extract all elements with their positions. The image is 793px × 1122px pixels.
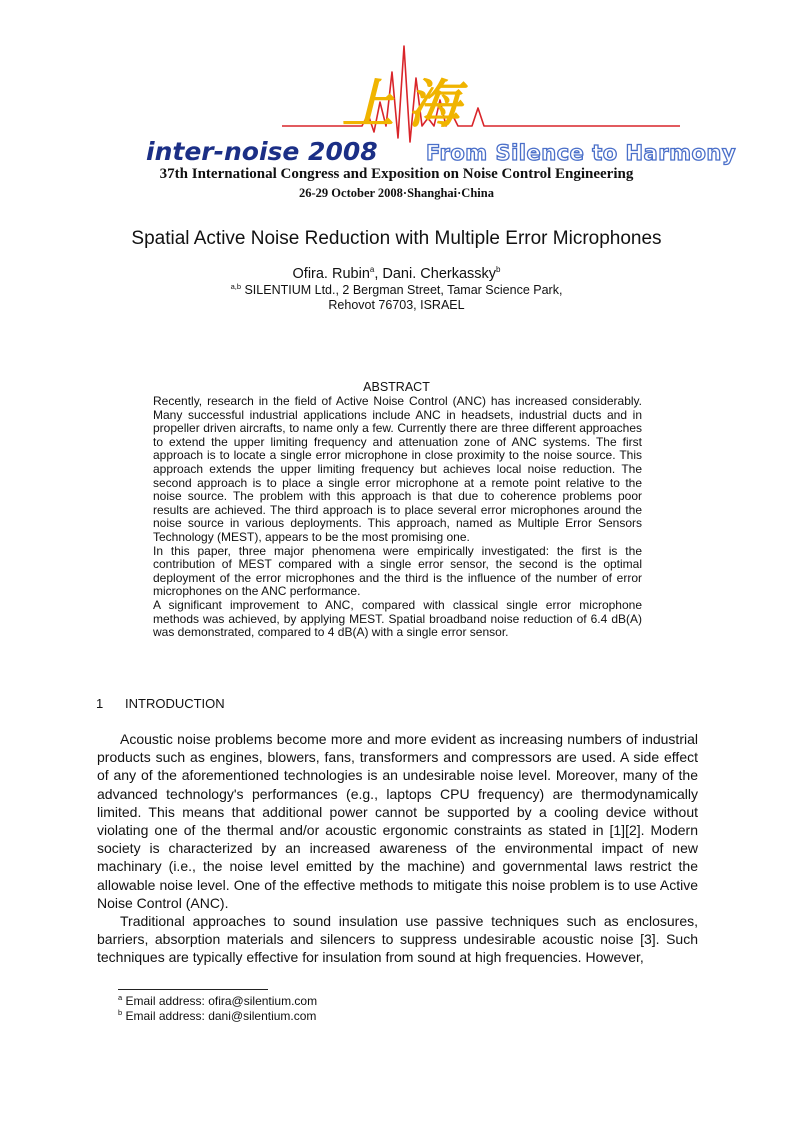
conference-logo (140, 42, 737, 168)
abstract-paragraph: A significant improvement to ANC, compared with classical single error microphone methods was achieved, by applying MEST. Spatial broadband noise reduction of 6.4 dB(A) was demonstrated, compared to 4 dB(A) with a single error sensor. (153, 597, 642, 640)
author-sup: a (369, 265, 375, 275)
affiliation-line (0, 283, 793, 298)
footnotes (118, 994, 317, 1023)
logo-chinese-text: 上海 (342, 75, 475, 135)
abstract-heading: ABSTRACT (363, 380, 430, 394)
footnote-mark: a (118, 993, 123, 1002)
footnote (118, 1009, 317, 1024)
author-name: Ofira. Rubin (292, 266, 370, 282)
affiliation-line: Rehovot 76703, ISRAEL (328, 298, 465, 312)
author-line (0, 266, 793, 282)
section-body (97, 730, 698, 967)
section-number: 1 (96, 696, 104, 711)
body-paragraph: Acoustic noise problems become more and more evident as increasing numbers of industrial products such as engines, blowers, fans, transformers and compressors are used. A side effect of any of the aforementioned technologies is an undesirable noise level. Moreover, many of the advanced technology's performances (e.g., laptops CPU frequency) are thermodynamically limited. This means that additional power cannot be supported by a cooling device without violating one of the thermal and/or acoustic ergonomic constraints as stated in [1][2]. Modern society is characterized by an increased awareness of the environmental impact of new machinary (i.e., the noise level emitted by the machine) and governmental laws restrict the allowable noise level. One of the effective methods to mitigate this noise problem is to use Active Noise Control (ANC). (97, 731, 698, 911)
abstract-body (153, 395, 642, 640)
affiliation-text: SILENTIUM Ltd., 2 Bergman Street, Tamar Science Park, (241, 283, 563, 297)
logo-event-name: inter-noise 2008 (146, 137, 378, 166)
body-paragraph: Traditional approaches to sound insulation use passive techniques such as enclosures, barriers, absorption materials and silencers to suppress undesirable acoustic noise [3]. Such techniques are typically effective for insulation from sound at high frequencies. However, (97, 913, 698, 966)
section-heading (96, 696, 225, 711)
footnote-mark: b (118, 1007, 123, 1017)
section-title: INTRODUCTION (125, 696, 225, 711)
abstract-paragraph: In this paper, three major phenomena were empirically investigated: the first is the contribution of MEST compared with a single error sensor, the second is the optimal deployment of the error microphones and the third is the influence of the number of error microphones on the ANC performance. (153, 543, 642, 599)
author-sup: b (496, 265, 501, 275)
paper-title: Spatial Active Noise Reduction with Multiple Error Microphones (131, 228, 662, 249)
footnote-text: Email address: ofira@silentium.com (122, 994, 318, 1008)
footnote (118, 994, 317, 1009)
affiliation-sup: a,b (230, 281, 241, 291)
footnote-text: Email address: dani@silentium.com (122, 1008, 317, 1023)
author-name: , Dani. Cherkassky (374, 266, 497, 282)
logo-slogan: From Silence to Harmony (426, 141, 737, 165)
affiliation (0, 283, 793, 313)
conference-name: 37th International Congress and Exposition on Noise Control Engineering (159, 166, 634, 182)
conference-date-place: 26-29 October 2008·Shanghai·China (299, 186, 494, 200)
footnote-rule (118, 989, 268, 990)
abstract-paragraph: Recently, research in the field of Active Noise Control (ANC) has increased considerably. Many successful industrial applications include ANC in headsets, industrial ducts and in propeller driven aircrafts, to name only a few. Currently there are three different approaches to extend the upper limiting frequency and attenuation zone of ANC systems. The first approach is to locate a single error microphone in close proximity to the noise source. This approach extends the upper limiting frequency but achieves local noise reduction. The second approach is to place a single error microphone at a remote point relative to the noise source. The problem with this approach is that due to coherence problems poor results are achieved. The third approach is to place several error microphones around the noise source in various deployments. This approach, named as Multiple Error Sensors Technology (MEST), appears to be the most promising one. (153, 394, 642, 544)
